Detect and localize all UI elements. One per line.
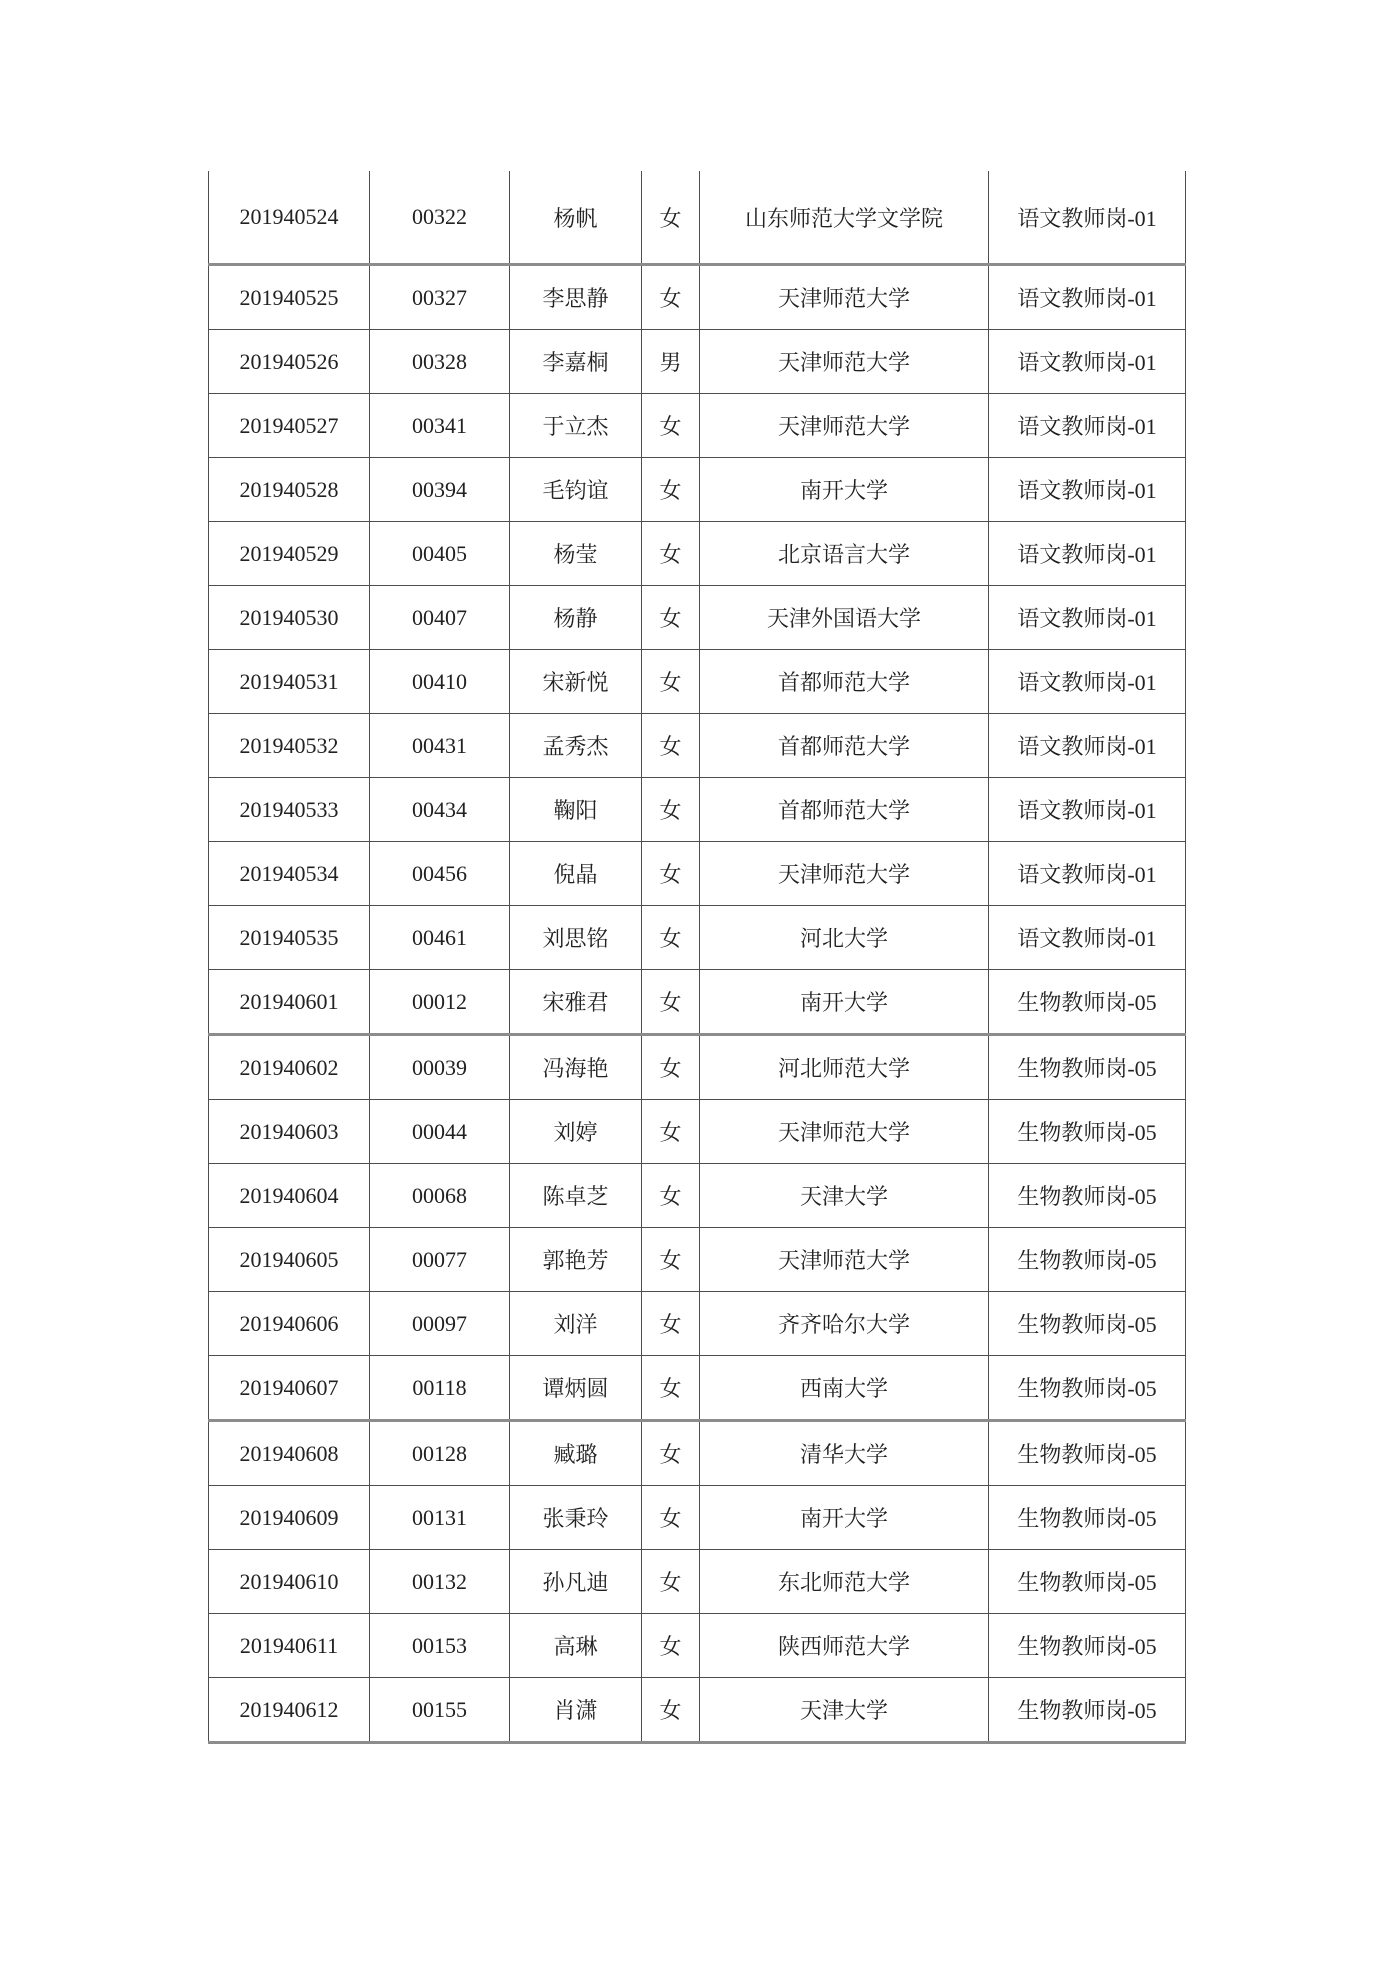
cell-registration-number: 00327 bbox=[370, 265, 510, 330]
table-row bbox=[209, 265, 1186, 330]
cell-gender: 女 bbox=[642, 1614, 700, 1678]
table-row bbox=[209, 1228, 1186, 1292]
cell-name: 鞠阳 bbox=[510, 778, 642, 842]
cell-name: 杨静 bbox=[510, 586, 642, 650]
cell-gender: 女 bbox=[642, 586, 700, 650]
cell-registration-number: 00153 bbox=[370, 1614, 510, 1678]
table-row bbox=[209, 394, 1186, 458]
cell-exam-number: 201940606 bbox=[209, 1292, 370, 1356]
cell-school: 南开大学 bbox=[700, 970, 989, 1035]
cell-school: 天津师范大学 bbox=[700, 1100, 989, 1164]
cell-exam-number: 201940526 bbox=[209, 330, 370, 394]
cell-exam-number: 201940607 bbox=[209, 1356, 370, 1421]
cell-position: 语文教师岗-01 bbox=[989, 778, 1186, 842]
cell-registration-number: 00131 bbox=[370, 1486, 510, 1550]
cell-gender: 女 bbox=[642, 714, 700, 778]
cell-gender: 女 bbox=[642, 1678, 700, 1743]
cell-position: 生物教师岗-05 bbox=[989, 1614, 1186, 1678]
cell-registration-number: 00012 bbox=[370, 970, 510, 1035]
cell-school: 天津师范大学 bbox=[700, 1228, 989, 1292]
cell-gender: 女 bbox=[642, 458, 700, 522]
cell-name: 宋新悦 bbox=[510, 650, 642, 714]
cell-exam-number: 201940609 bbox=[209, 1486, 370, 1550]
cell-position: 语文教师岗-01 bbox=[989, 171, 1186, 265]
cell-name: 张秉玲 bbox=[510, 1486, 642, 1550]
cell-exam-number: 201940524 bbox=[209, 171, 370, 265]
table-row bbox=[209, 458, 1186, 522]
cell-gender: 女 bbox=[642, 1486, 700, 1550]
cell-registration-number: 00077 bbox=[370, 1228, 510, 1292]
cell-school: 首都师范大学 bbox=[700, 650, 989, 714]
cell-school: 陕西师范大学 bbox=[700, 1614, 989, 1678]
cell-exam-number: 201940604 bbox=[209, 1164, 370, 1228]
cell-name: 李嘉桐 bbox=[510, 330, 642, 394]
cell-position: 语文教师岗-01 bbox=[989, 265, 1186, 330]
cell-position: 语文教师岗-01 bbox=[989, 586, 1186, 650]
cell-exam-number: 201940529 bbox=[209, 522, 370, 586]
cell-registration-number: 00128 bbox=[370, 1421, 510, 1486]
table-row bbox=[209, 970, 1186, 1035]
cell-name: 刘思铭 bbox=[510, 906, 642, 970]
cell-registration-number: 00322 bbox=[370, 171, 510, 265]
cell-exam-number: 201940534 bbox=[209, 842, 370, 906]
cell-name: 冯海艳 bbox=[510, 1035, 642, 1100]
table-row bbox=[209, 1100, 1186, 1164]
cell-gender: 女 bbox=[642, 265, 700, 330]
cell-name: 刘洋 bbox=[510, 1292, 642, 1356]
cell-name: 宋雅君 bbox=[510, 970, 642, 1035]
cell-name: 倪晶 bbox=[510, 842, 642, 906]
cell-gender: 女 bbox=[642, 1228, 700, 1292]
cell-school: 天津师范大学 bbox=[700, 265, 989, 330]
cell-gender: 男 bbox=[642, 330, 700, 394]
cell-registration-number: 00341 bbox=[370, 394, 510, 458]
cell-exam-number: 201940530 bbox=[209, 586, 370, 650]
cell-position: 语文教师岗-01 bbox=[989, 714, 1186, 778]
table-row bbox=[209, 1550, 1186, 1614]
table-body bbox=[209, 171, 1186, 1743]
cell-registration-number: 00039 bbox=[370, 1035, 510, 1100]
cell-school: 天津大学 bbox=[700, 1164, 989, 1228]
cell-registration-number: 00044 bbox=[370, 1100, 510, 1164]
cell-exam-number: 201940612 bbox=[209, 1678, 370, 1743]
cell-exam-number: 201940528 bbox=[209, 458, 370, 522]
table-row bbox=[209, 842, 1186, 906]
cell-school: 东北师范大学 bbox=[700, 1550, 989, 1614]
cell-position: 语文教师岗-01 bbox=[989, 394, 1186, 458]
cell-name: 高琳 bbox=[510, 1614, 642, 1678]
table-row bbox=[209, 1292, 1186, 1356]
cell-position: 生物教师岗-05 bbox=[989, 1550, 1186, 1614]
table-row bbox=[209, 330, 1186, 394]
cell-school: 天津大学 bbox=[700, 1678, 989, 1743]
cell-exam-number: 201940601 bbox=[209, 970, 370, 1035]
cell-school: 首都师范大学 bbox=[700, 778, 989, 842]
cell-exam-number: 201940605 bbox=[209, 1228, 370, 1292]
cell-school: 天津师范大学 bbox=[700, 842, 989, 906]
cell-registration-number: 00434 bbox=[370, 778, 510, 842]
cell-exam-number: 201940610 bbox=[209, 1550, 370, 1614]
cell-exam-number: 201940602 bbox=[209, 1035, 370, 1100]
cell-name: 陈卓芝 bbox=[510, 1164, 642, 1228]
cell-gender: 女 bbox=[642, 1356, 700, 1421]
table-row bbox=[209, 1164, 1186, 1228]
table-row bbox=[209, 906, 1186, 970]
cell-school: 天津师范大学 bbox=[700, 394, 989, 458]
cell-registration-number: 00132 bbox=[370, 1550, 510, 1614]
cell-name: 毛钧谊 bbox=[510, 458, 642, 522]
cell-gender: 女 bbox=[642, 1421, 700, 1486]
cell-gender: 女 bbox=[642, 778, 700, 842]
cell-school: 天津外国语大学 bbox=[700, 586, 989, 650]
cell-position: 生物教师岗-05 bbox=[989, 1100, 1186, 1164]
cell-position: 语文教师岗-01 bbox=[989, 650, 1186, 714]
table-row bbox=[209, 1486, 1186, 1550]
cell-school: 首都师范大学 bbox=[700, 714, 989, 778]
cell-gender: 女 bbox=[642, 171, 700, 265]
cell-position: 生物教师岗-05 bbox=[989, 1678, 1186, 1743]
cell-school: 河北大学 bbox=[700, 906, 989, 970]
cell-exam-number: 201940527 bbox=[209, 394, 370, 458]
table-row bbox=[209, 1678, 1186, 1743]
cell-position: 语文教师岗-01 bbox=[989, 906, 1186, 970]
table-row bbox=[209, 522, 1186, 586]
cell-school: 齐齐哈尔大学 bbox=[700, 1292, 989, 1356]
table-row bbox=[209, 586, 1186, 650]
cell-gender: 女 bbox=[642, 1292, 700, 1356]
cell-position: 语文教师岗-01 bbox=[989, 842, 1186, 906]
table-row bbox=[209, 171, 1186, 265]
cell-position: 语文教师岗-01 bbox=[989, 330, 1186, 394]
cell-registration-number: 00097 bbox=[370, 1292, 510, 1356]
table-row bbox=[209, 714, 1186, 778]
cell-name: 臧璐 bbox=[510, 1421, 642, 1486]
table-row bbox=[209, 650, 1186, 714]
cell-position: 生物教师岗-05 bbox=[989, 970, 1186, 1035]
cell-gender: 女 bbox=[642, 1100, 700, 1164]
cell-name: 刘婷 bbox=[510, 1100, 642, 1164]
cell-school: 北京语言大学 bbox=[700, 522, 989, 586]
cell-school: 南开大学 bbox=[700, 1486, 989, 1550]
cell-gender: 女 bbox=[642, 522, 700, 586]
cell-name: 孟秀杰 bbox=[510, 714, 642, 778]
cell-gender: 女 bbox=[642, 970, 700, 1035]
cell-name: 孙凡迪 bbox=[510, 1550, 642, 1614]
cell-registration-number: 00394 bbox=[370, 458, 510, 522]
cell-registration-number: 00461 bbox=[370, 906, 510, 970]
table-row bbox=[209, 1035, 1186, 1100]
cell-registration-number: 00068 bbox=[370, 1164, 510, 1228]
cell-name: 肖潇 bbox=[510, 1678, 642, 1743]
cell-registration-number: 00456 bbox=[370, 842, 510, 906]
cell-registration-number: 00328 bbox=[370, 330, 510, 394]
cell-school: 南开大学 bbox=[700, 458, 989, 522]
cell-position: 生物教师岗-05 bbox=[989, 1228, 1186, 1292]
cell-registration-number: 00405 bbox=[370, 522, 510, 586]
cell-exam-number: 201940535 bbox=[209, 906, 370, 970]
cell-position: 生物教师岗-05 bbox=[989, 1421, 1186, 1486]
cell-name: 谭炳圆 bbox=[510, 1356, 642, 1421]
cell-gender: 女 bbox=[642, 394, 700, 458]
cell-exam-number: 201940611 bbox=[209, 1614, 370, 1678]
cell-gender: 女 bbox=[642, 906, 700, 970]
cell-registration-number: 00155 bbox=[370, 1678, 510, 1743]
table-row bbox=[209, 1614, 1186, 1678]
cell-exam-number: 201940532 bbox=[209, 714, 370, 778]
cell-name: 李思静 bbox=[510, 265, 642, 330]
cell-name: 于立杰 bbox=[510, 394, 642, 458]
cell-position: 生物教师岗-05 bbox=[989, 1356, 1186, 1421]
table-row bbox=[209, 778, 1186, 842]
cell-position: 语文教师岗-01 bbox=[989, 522, 1186, 586]
cell-registration-number: 00431 bbox=[370, 714, 510, 778]
cell-registration-number: 00410 bbox=[370, 650, 510, 714]
cell-exam-number: 201940608 bbox=[209, 1421, 370, 1486]
cell-gender: 女 bbox=[642, 650, 700, 714]
cell-gender: 女 bbox=[642, 1035, 700, 1100]
cell-gender: 女 bbox=[642, 1550, 700, 1614]
cell-school: 天津师范大学 bbox=[700, 330, 989, 394]
cell-name: 郭艳芳 bbox=[510, 1228, 642, 1292]
cell-exam-number: 201940525 bbox=[209, 265, 370, 330]
cell-position: 生物教师岗-05 bbox=[989, 1486, 1186, 1550]
table-row bbox=[209, 1421, 1186, 1486]
cell-school: 西南大学 bbox=[700, 1356, 989, 1421]
cell-position: 生物教师岗-05 bbox=[989, 1292, 1186, 1356]
cell-name: 杨帆 bbox=[510, 171, 642, 265]
cell-school: 河北师范大学 bbox=[700, 1035, 989, 1100]
cell-position: 生物教师岗-05 bbox=[989, 1035, 1186, 1100]
cell-registration-number: 00407 bbox=[370, 586, 510, 650]
cell-exam-number: 201940533 bbox=[209, 778, 370, 842]
cell-school: 清华大学 bbox=[700, 1421, 989, 1486]
cell-gender: 女 bbox=[642, 842, 700, 906]
candidate-roster-table bbox=[208, 171, 1186, 1744]
cell-exam-number: 201940531 bbox=[209, 650, 370, 714]
cell-registration-number: 00118 bbox=[370, 1356, 510, 1421]
cell-exam-number: 201940603 bbox=[209, 1100, 370, 1164]
cell-position: 语文教师岗-01 bbox=[989, 458, 1186, 522]
table-row bbox=[209, 1356, 1186, 1421]
cell-school: 山东师范大学文学院 bbox=[700, 171, 989, 265]
cell-position: 生物教师岗-05 bbox=[989, 1164, 1186, 1228]
cell-gender: 女 bbox=[642, 1164, 700, 1228]
cell-name: 杨莹 bbox=[510, 522, 642, 586]
